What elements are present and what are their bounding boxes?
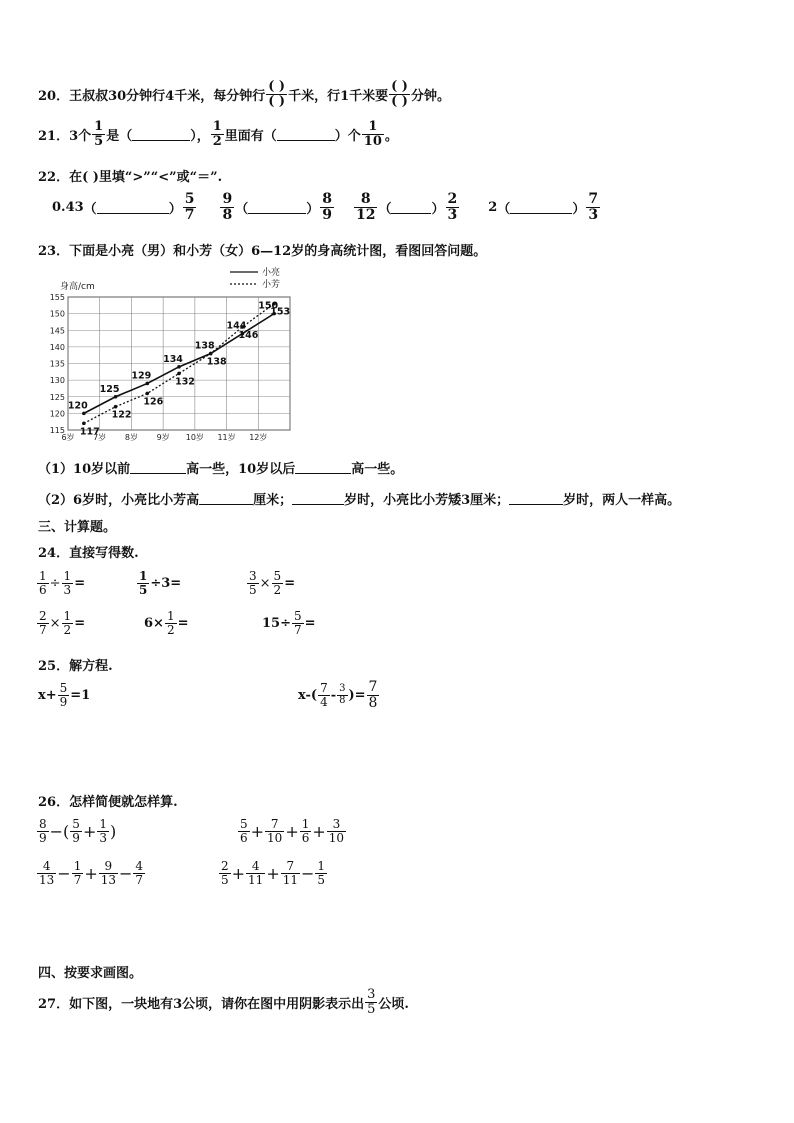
chart-legend [230,266,280,290]
chart-legend-label: 小芳 [262,280,281,290]
q24-item-3: $\frac{3}{5}$ × $\frac{5}{2}$ = [249,569,296,597]
q22-text: 在( )里填“>”“<”或“＝”. [69,170,223,185]
q22-items [52,192,601,222]
chart-point [177,372,181,376]
height-line-chart [40,262,310,442]
q23-sub1-blank-2[interactable] [295,461,351,474]
chart-point [177,365,181,369]
q21-fraction-1: $\frac{1}{5}$ [94,119,104,149]
chart-point [209,352,213,356]
q27-text-1: 如下图，一块地有3公顷，请你在图中用阴影表示出 [69,996,365,1012]
q21-text-3: ）， [190,128,210,144]
q20-fraction-blank-2[interactable]: $\frac{( )}{( )}$ [391,79,408,109]
q22-item-4: 2 （ ） $\frac{7}{3}$ [488,191,599,223]
q20-number: 20． [38,88,70,104]
q20-fraction-blank-1[interactable]: $\frac{( )}{( )}$ [268,79,286,109]
q23-sub2 [38,489,680,508]
q22-item-3: $\frac{8}{12}$ （ ） $\frac{2}{3}$ [355,191,458,223]
chart-point [145,382,149,386]
q21-answer-blank-1[interactable] [132,128,190,141]
q24-item-4: $\frac{2}{7}$ × $\frac{1}{2}$ = [39,609,86,637]
q23-text: 下面是小亮（男）和小芳（女）6—12岁的身高统计图，看图回答问题。 [69,244,487,259]
q20-text-2: 千米，行1千米要 [288,88,389,104]
q25-heading [38,655,113,674]
chart-x-tick-label: 9岁 [156,433,170,442]
chart-data-label: 129 [131,370,152,382]
q24-item-2: $\frac{1}{5}$ ÷3= [139,569,182,597]
chart-y-tick-label: 115 [49,426,65,435]
q24-number: 24． [38,546,70,561]
q26-expression-b: $\frac{5}{6}$ + $\frac{7}{10}$ + $\frac{1}{6}$ + $\frac{3}{10}$ [240,817,345,845]
chart-data-label: 138 [206,356,227,368]
chart-data-label: 134 [163,353,183,365]
q23-sub1-blank-1[interactable] [130,461,186,474]
chart-data-labels [68,301,290,438]
chart-data-label: 120 [67,400,88,412]
q26-number: 26． [38,795,70,810]
q25-text: 解方程. [69,659,113,674]
q24-heading [38,542,139,561]
q21-text-5: ）个 [334,128,361,144]
q21-fraction-3: $\frac{1}{10}$ [363,119,382,149]
q21-text-6: 。 [384,128,398,144]
q20-text-3: 分钟。 [410,88,450,104]
chart-x-tick-label: 7岁 [93,433,107,442]
q23-sub1-text-b: 高一些，10岁以后 [186,462,296,477]
q21-number: 21． [38,128,70,144]
q23-sub1 [38,458,403,477]
q21-text-2: 是（ [106,128,133,144]
q22-number: 22． [38,170,70,185]
q20-text-1: 王叔叔30分钟行4千米，每分钟行 [69,88,266,104]
chart-point [82,412,86,416]
q23-sub2-text-d: 岁时，两人一样高。 [563,493,681,508]
section-4-title: 四、按要求画图。 [38,966,143,981]
chart-y-tick-label: 145 [49,326,65,336]
q27 [38,988,409,1016]
chart-data-label: 150 [258,300,279,312]
chart-y-tick-label: 150 [49,309,65,319]
chart-data-label: 138 [194,340,215,352]
q21 [38,120,398,148]
q27-text-2: 公顷. [378,996,409,1012]
q23-sub2-text-a: （2）6岁时，小亮比小芳高 [38,493,200,508]
chart-point [82,422,86,426]
chart-data-label: 125 [99,383,120,395]
chart-y-ticks [50,293,65,435]
chart-svg [40,262,310,442]
q23-sub1-text-c: 高一些。 [351,462,404,477]
chart-x-tick-label: 12岁 [249,433,268,442]
chart-y-tick-label: 155 [49,293,65,302]
chart-y-tick-label: 135 [49,359,65,369]
q26-expression-c: $\frac{4}{13}$ − $\frac{1}{7}$ + $\frac{9}{13}$ − $\frac{4}{7}$ [39,859,144,887]
chart-y-tick-label: 125 [49,392,65,402]
chart-y-tick-label: 140 [49,342,65,352]
chart-data-label: 117 [79,426,100,438]
q26-expression-a: $\frac{8}{9}$ −( $\frac{5}{9}$ + $\frac{1}{3}$ ) [39,817,117,845]
q22-blank-3[interactable] [391,201,431,214]
q25-number: 25． [38,659,70,674]
chart-data-label: 153 [270,306,291,318]
q26-text: 怎样简便就怎样算. [69,795,178,810]
q25-equation-1: x+ $\frac{5}{9}$ =1 [38,681,91,709]
q24-item-5: 6× $\frac{1}{2}$ = [144,609,189,637]
q26-heading [38,791,178,810]
q21-text-1: 3个 [69,128,92,144]
q23-sub2-text-b: 厘米； [253,493,293,508]
chart-data-label: 144 [226,320,247,332]
q23-sub1-text-a: （1）10岁以前 [38,462,131,477]
q23-number: 23． [38,244,70,259]
chart-point [114,395,118,399]
q20 [38,80,450,108]
chart-point [114,405,118,409]
chart-y-tick-label: 130 [49,376,65,386]
chart-x-tick-label: 10岁 [185,433,204,442]
q23-sub2-text-c: 岁时，小亮比小芳矮3厘米； [344,493,510,508]
chart-y-tick-label: 120 [49,409,65,419]
q22-item-2: $\frac{9}{8}$ （ ） $\frac{8}{9}$ [222,191,332,223]
chart-data-label: 122 [111,409,132,421]
q23-sub2-blank-3[interactable] [509,492,563,505]
q24-item-6: 15÷ $\frac{5}{7}$ = [262,609,316,637]
chart-x-tick-label: 6岁 [61,433,75,442]
chart-legend-label: 小亮 [262,268,281,278]
q25-equation-2: x-( $\frac{7}{4}$ - $\frac{3}{8}$ )= $\frac{7}{8}$ [298,679,378,711]
q24-text: 直接写得数. [69,546,139,561]
q23-sub2-blank-2[interactable] [292,492,344,505]
q22-blank-2[interactable] [248,201,306,214]
q22-blank-1[interactable] [97,201,169,214]
chart-x-tick-label: 8岁 [124,433,138,442]
q21-answer-blank-2[interactable] [277,128,335,141]
chart-point [145,392,149,396]
chart-data-label: 146 [238,329,259,341]
chart-y-axis-label: 身高/cm [60,282,95,292]
q22-blank-4[interactable] [510,201,572,214]
chart-data-label: 132 [175,376,195,388]
section-3-title: 三、计算题。 [38,520,117,535]
q22-heading [38,166,222,185]
q23-heading [38,240,486,259]
q26-expression-d: $\frac{2}{5}$ + $\frac{4}{11}$ + $\frac{7}{11}$ − $\frac{1}{5}$ [221,859,326,887]
chart-x-tick-label: 11岁 [217,433,236,442]
q22-item-1: 0.43 （ ） $\frac{5}{7}$ [52,191,195,223]
q24-item-1: $\frac{1}{6}$ ÷ $\frac{1}{3}$ = [39,569,86,597]
chart-data-label: 126 [143,396,164,408]
q27-fraction: $\frac{3}{5}$ [367,987,376,1017]
q23-sub2-blank-1[interactable] [199,492,253,505]
q21-text-4: 里面有（ [224,128,277,144]
q27-number: 27． [38,996,70,1012]
q21-fraction-2: $\frac{1}{2}$ [212,119,222,149]
